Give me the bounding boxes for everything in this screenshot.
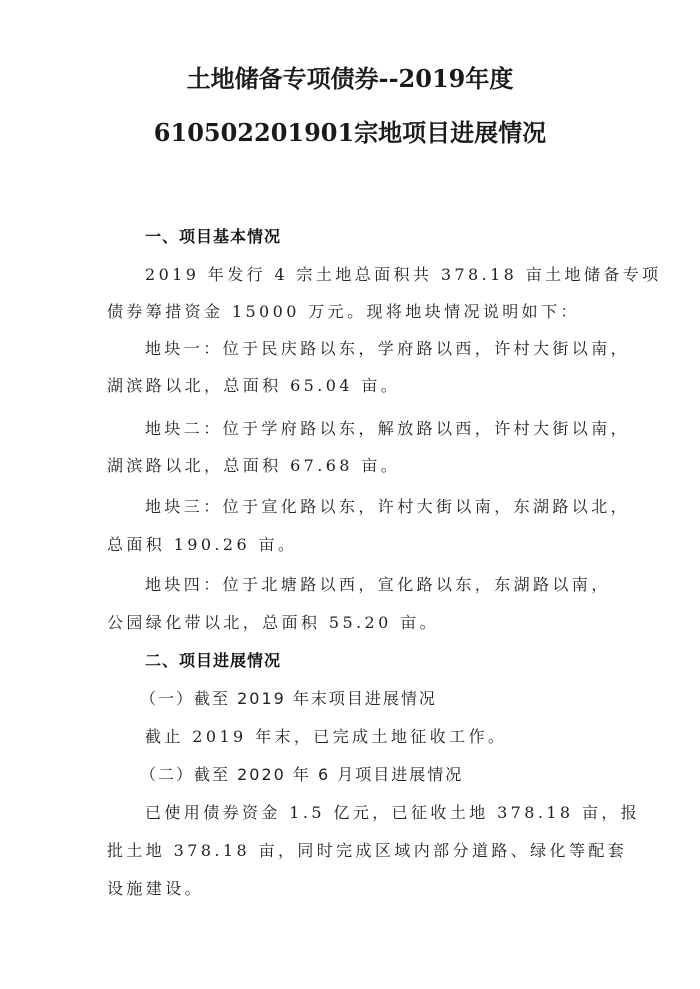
parcel4-line2: 公园绿化带以北，总面积 55.20 亩。 [107,613,439,632]
section1-intro-line1: 2019 年发行 4 宗土地总面积共 378.18 亩土地储备专项 [145,265,662,284]
section2-sub1-heading: （一）截至 2019 年末项目进展情况 [140,689,437,708]
parcel1-line1: 地块一：位于民庆路以东，学府路以西，许村大街以南， [145,339,631,358]
section2-sub2-heading: （二）截至 2020 年 6 月项目进展情况 [140,765,464,784]
document-title-line2: 610502201901宗地项目进展情况 [153,118,547,147]
parcel2-line2: 湖滨路以北，总面积 67.68 亩。 [107,456,401,475]
section1-intro-line2: 债券筹措资金 15000 万元。现将地块情况说明如下： [107,302,580,321]
document-title-line1: 土地储备专项债券--2019年度 [186,64,514,93]
section2-sub1-text: 截止 2019 年末，已完成土地征收工作。 [145,727,508,746]
section2-sub2-line2: 批土地 378.18 亩，同时完成区域内部分道路、绿化等配套 [107,841,628,860]
section2-heading: 二、项目进展情况 [145,651,282,670]
parcel1-line2: 湖滨路以北，总面积 65.04 亩。 [107,376,401,395]
parcel4-line1: 地块四：位于北塘路以西，宣化路以东，东湖路以南， [145,575,611,594]
section2-sub2-line1: 已使用债券资金 1.5 亿元，已征收土地 378.18 亩，报 [145,803,641,822]
parcel3-line1: 地块三：位于宣化路以东，许村大街以南，东湖路以北， [145,497,631,516]
section1-heading: 一、项目基本情况 [145,227,282,246]
section2-sub2-line3: 设施建设。 [107,879,205,898]
parcel2-line1: 地块二：位于学府路以东，解放路以西，许村大街以南， [145,419,631,438]
parcel3-line2: 总面积 190.26 亩。 [107,535,298,554]
